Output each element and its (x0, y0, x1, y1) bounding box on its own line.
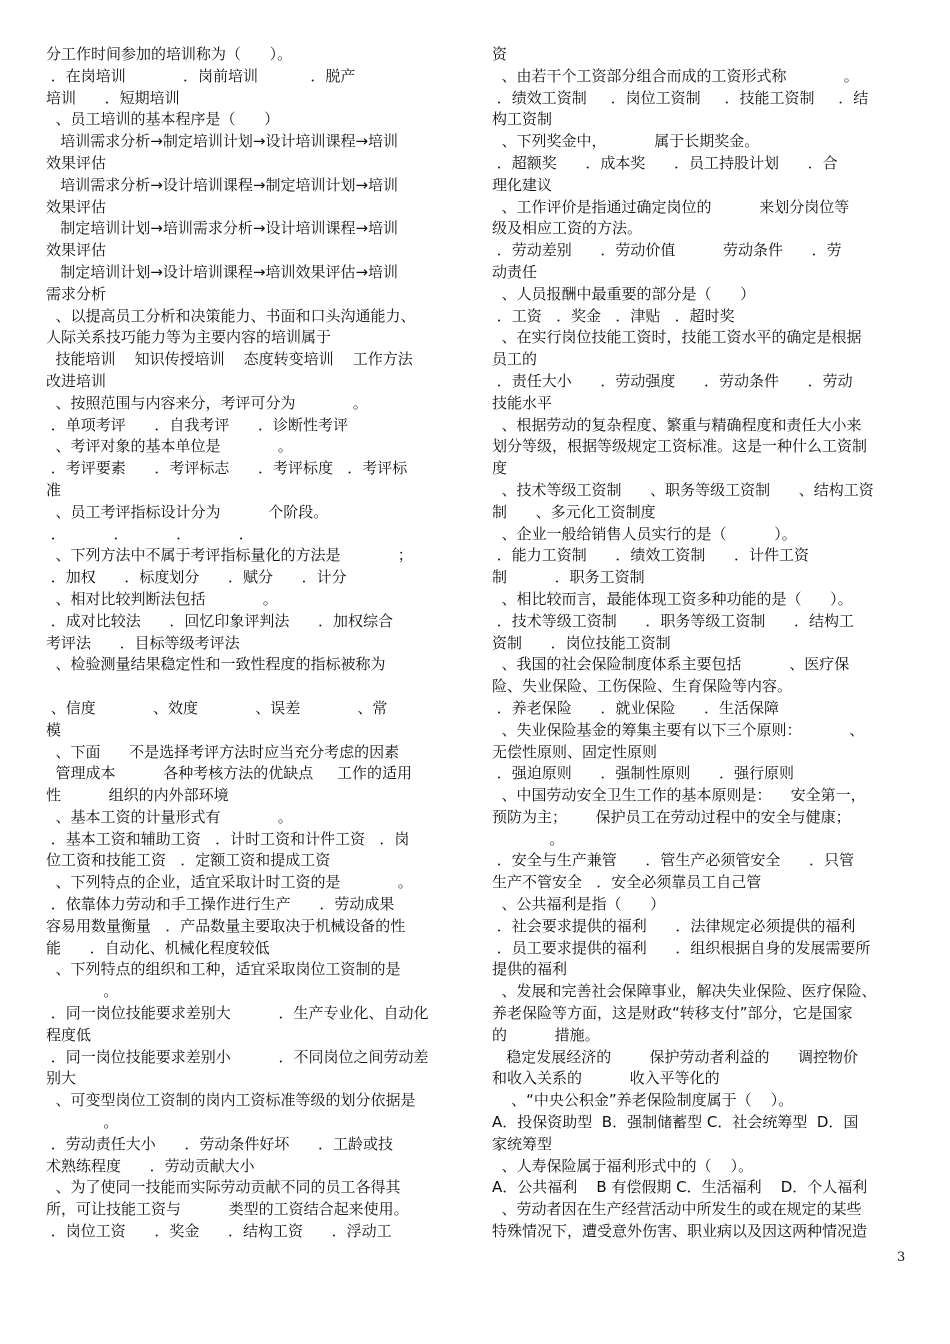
text-line: 预防为主； 保护员工在劳动过程中的安全与健康； (492, 807, 851, 826)
text-line: 。 (46, 1113, 119, 1132)
text-line: 构工资制 (492, 110, 553, 129)
text-line: ．工资 ．奖金 ．津贴 ．超时奖 (492, 306, 735, 325)
text-line: 程度低 (46, 1025, 92, 1044)
text-line: 人际关系技巧能力等为主要内容的培训属于 (46, 328, 332, 347)
text-line: 、中国劳动安全卫生工作的基本原则是： 安全第一， (492, 786, 866, 805)
text-line: 、员工培训的基本程序是（ ） (46, 110, 280, 129)
text-line: 无偿性原则、固定性原则 (492, 742, 658, 761)
text-line: 、下列特点的组织和工种，适宜采取岗位工资制的是 (46, 960, 401, 979)
text-line: ．社会要求提供的福利 ．法律规定必须提供的福利 (492, 916, 856, 935)
text-line: 、企业一般给销售人员实行的是（ ）。 (492, 524, 797, 543)
text-line: ．超额奖 ．成本奖 ．员工持股计划 ．合 (492, 153, 838, 172)
text-line: 考评法 ．目标等级考评法 (46, 633, 240, 652)
text-line: 、下列方法中不属于考评指标量化的方法是 ； (46, 546, 413, 565)
text-line: 、由若干个工资部分组合而成的工资形式称 。 (492, 66, 859, 85)
text-line: 培训 ．短期培训 (46, 88, 180, 107)
text-line: 、下列特点的企业，适宜采取计时工资的是 。 (46, 873, 413, 892)
text-line: 制定培训计划→培训需求分析→设计培训课程→培训 (46, 219, 399, 238)
text-line: 稳定发展经济的 保护劳动者利益的 调控物价 (492, 1047, 859, 1066)
text-line: 、发展和完善社会保障事业，解决失业保险、医疗保险、 (492, 982, 877, 1001)
text-line: 、失业保险基金的筹集主要有以下三个原则： 、 (492, 720, 865, 739)
text-line: ．能力工资制 ．绩效工资制 ．计件工资 (492, 546, 809, 565)
text-line: 技能水平 (492, 393, 553, 412)
text-line: 特殊情况下，遭受意外伤害、职业病以及因这两种情况造 (492, 1222, 868, 1241)
text-line: 动责任 (492, 262, 538, 281)
text-line: 、可变型岗位工资制的岗内工资标准等级的划分依据是 (46, 1091, 416, 1110)
text-line: 、考评对象的基本单位是 。 (46, 437, 293, 456)
text-line: 能 ．自动化、机械化程度较低 (46, 938, 270, 957)
text-line: ．在岗培训 ．岗前培训 ．脱产 (46, 66, 356, 85)
text-line: 资 (492, 45, 508, 63)
text-line: 技能培训 知识传授培训 态度转变培训 工作方法 (46, 350, 413, 369)
text-line: ．加权 ．标度划分 ．赋分 ．计分 (46, 568, 347, 587)
text-line: 家统筹型 (492, 1134, 553, 1153)
text-line: ．强迫原则 ．强制性原则 ．强行原则 (492, 764, 794, 783)
text-line: ．同一岗位技能要求差别大 ．生产专业化、自动化 (46, 1004, 429, 1023)
text-line: 员工的 (492, 350, 538, 369)
text-line: ．技术等级工资制 ．职务等级工资制 ．结构工 (492, 611, 854, 630)
text-line: 位工资和技能工资 ．定额工资和提成工资 (46, 851, 331, 870)
text-line: 、以提高员工分析和决策能力、书面和口头沟通能力、 (46, 306, 416, 325)
text-line: 管理成本 各种考核方法的优缺点 工作的适用 (46, 764, 413, 783)
text-line: 制定培训计划→设计培训课程→培训效果评估→培训 (46, 262, 399, 281)
text-line: 、相对比较判断法包括 。 (46, 589, 278, 608)
text-line: 、下面 不是选择考评方法时应当充分考虑的因素 (46, 742, 400, 761)
text-line: 效果评估 (46, 241, 107, 260)
text-line: ．安全与生产兼管 ．管生产必须管安全 ．只管 (492, 851, 854, 870)
text-line: 别大 (46, 1069, 77, 1088)
text-line: ．考评要素 ．考评标志 ．考评标度 ．考评标 (46, 459, 408, 478)
text-line: 、根据劳动的复杂程度、繁重与精确程度和责任大小来 (492, 415, 862, 434)
text-line: 、“中央公积金”养老保险制度属于（ ）。 (492, 1091, 794, 1110)
text-line: 、按照范围与内容来分，考评可分为 。 (46, 393, 368, 412)
text-line: 准 (46, 480, 62, 499)
text-line: 培训需求分析→设计培训课程→制定培训计划→培训 (46, 175, 399, 194)
text-line: 、人员报酬中最重要的部分是（ ） (492, 284, 756, 303)
text-line: 险、失业保险、工伤保险、生育保险等内容。 (492, 677, 793, 696)
text-line: 划分等级，根据等级规定工资标准。这是一种什么工资制 (492, 437, 868, 456)
text-line: 模 (46, 720, 62, 739)
text-line: 、我国的社会保险制度体系主要包括 、医疗保 (492, 655, 850, 674)
text-line: 养老保险等方面，这是财政“转移支付”部分，它是国家 (492, 1004, 853, 1023)
text-line: ．绩效工资制 ．岗位工资制 ．技能工资制 ．结 (492, 88, 869, 107)
text-line: 、公共福利是指（ ） (492, 895, 666, 914)
text-line: ．单项考评 ．自我考评 ．诊断性考评 (46, 415, 348, 434)
text-line: ． ． ． ． (46, 524, 254, 543)
page-number: 3 (897, 1250, 906, 1265)
text-line: 、人寿保险属于福利形式中的（ ）。 (492, 1156, 754, 1175)
text-line: ．依靠体力劳动和手工操作进行生产 ．劳动成果 (46, 895, 395, 914)
text-line: 、基本工资的计量形式有 。 (46, 807, 293, 826)
text-line: ．养老保险 ．就业保险 ．生活保障 (492, 698, 779, 717)
text-line: 制 、多元化工资制度 (492, 502, 656, 521)
text-line: 生产不管安全 ．安全必须靠员工自己管 (492, 873, 762, 892)
right-text-column (492, 44, 906, 1243)
text-line: ．成对比较法 ．回忆印象评判法 ．加权综合 (46, 611, 393, 630)
text-line: 、检验测量结果稳定性和一致性程度的指标被称为 (46, 655, 386, 674)
text-line: 、为了使同一技能而实际劳动贡献不同的员工各得其 (46, 1178, 401, 1197)
text-line: 培训需求分析→制定培训计划→设计培训课程→培训 (46, 132, 399, 151)
text-line: 资制 ．岗位技能工资制 (492, 633, 671, 652)
text-line: 度 (492, 459, 508, 478)
text-line: ．基本工资和辅助工资 ．计时工资和计件工资 ．岗 (46, 829, 410, 848)
text-line: 理化建议 (492, 175, 553, 194)
text-line: ．员工要求提供的福利 ．组织根据自身的发展需要所 (492, 938, 871, 957)
text-line: 、相比较而言，最能体现工资多种功能的是（ ）。 (492, 589, 853, 608)
text-line: 提供的福利 (492, 960, 568, 979)
text-line: ．劳动差别 ．劳动价值 劳动条件 ．劳 (492, 241, 842, 260)
text-line: 、下列奖金中， 属于长期奖金。 (492, 132, 760, 151)
text-line: A．投保资助型 B．强制储蓄型 C．社会统筹型 D．国 (492, 1113, 859, 1132)
text-line: 制 ．职务工资制 (492, 568, 645, 587)
text-line: 级及相应工资的方法。 (492, 219, 643, 238)
text-line: 。 (492, 829, 565, 848)
text-line: 所，可让技能工资与 类型的工资结合起来使用。 (46, 1200, 409, 1219)
text-line: ．劳动责任大小 ．劳动条件好坏 ．工龄或技 (46, 1134, 393, 1153)
text-line: 、信度 、效度 、误差 、常 (46, 698, 388, 717)
text-line: 、劳动者因在生产经营活动中所发生的或在规定的某些 (492, 1200, 862, 1219)
text-line: 、技术等级工资制 、职务等级工资制 、结构工资 (492, 480, 874, 499)
text-line: 改进培训 (46, 371, 107, 390)
text-line: 效果评估 (46, 197, 107, 216)
text-line: 性 组织的内外部环境 (46, 786, 229, 805)
text-line: 的 措施。 (492, 1025, 600, 1044)
text-line: 和收入关系的 收入平等化的 (492, 1069, 720, 1088)
text-line: ．岗位工资 ．奖金 ．结构工资 ．浮动工 (46, 1222, 392, 1241)
text-line: 术熟练程度 ．劳动贡献大小 (46, 1156, 255, 1175)
text-line: 、工作评价是指通过确定岗位的 来划分岗位等 (492, 197, 850, 216)
text-line (46, 676, 460, 698)
text-line: A．公共福利 B 有偿假期 C．生活福利 D．个人福利 (492, 1178, 868, 1197)
text-line: ．责任大小 ．劳动强度 ．劳动条件 ．劳动 (492, 371, 853, 390)
text-line: 、员工考评指标设计分为 个阶段。 (46, 502, 329, 521)
left-text-column (46, 44, 460, 1243)
text-line: 分工作时间参加的培训称为（ ）。 (46, 45, 293, 63)
text-line: 、在实行岗位技能工资时，技能工资水平的确定是根据 (492, 328, 862, 347)
text-line: 效果评估 (46, 153, 107, 172)
text-line: 容易用数量衡量 ．产品数量主要取决于机械设备的性 (46, 916, 406, 935)
text-line: 。 (46, 982, 119, 1001)
text-line: 需求分析 (46, 284, 107, 303)
text-line: ．同一岗位技能要求差别小 ．不同岗位之间劳动差 (46, 1047, 429, 1066)
